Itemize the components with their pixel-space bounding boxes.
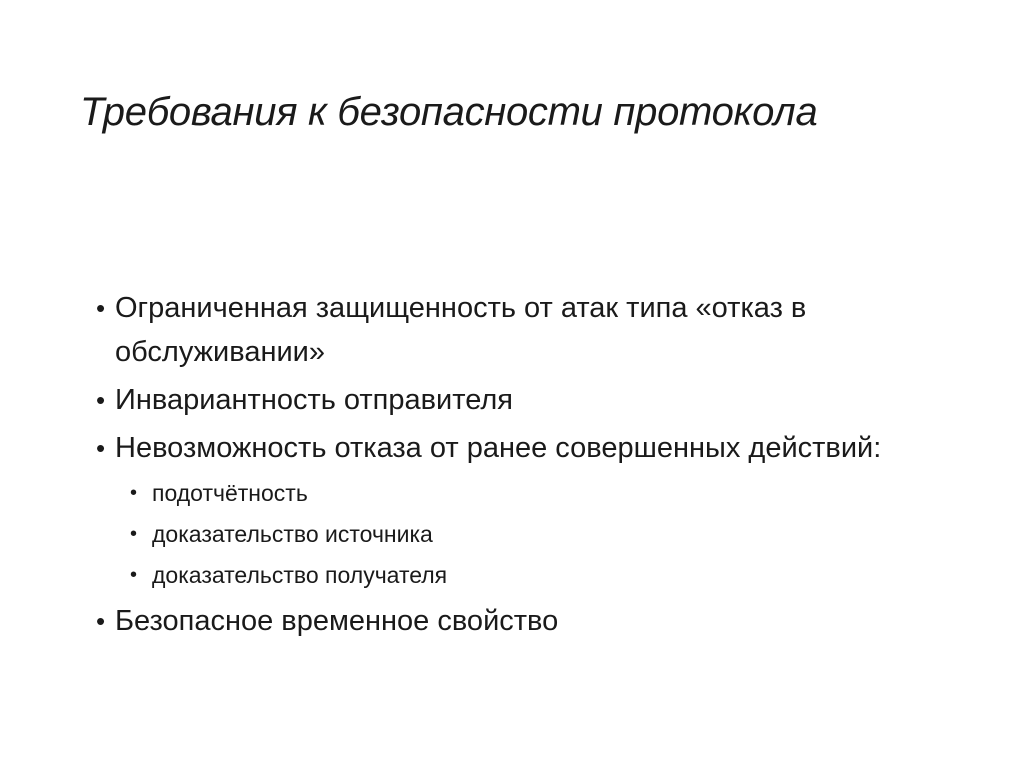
sub-bullet-item xyxy=(130,558,946,592)
bullet-text: Безопасное временное свойство xyxy=(115,605,559,637)
sub-bullet-icon: • xyxy=(130,523,138,545)
sub-bullet-icon: • xyxy=(130,564,138,586)
slide-title: Требования к безопасности протокола xyxy=(80,90,818,134)
sub-bullet-list xyxy=(115,476,946,592)
sub-bullet-text: доказательство источника xyxy=(152,521,433,547)
bullet-icon: • xyxy=(96,606,106,636)
bullet-item xyxy=(96,286,946,374)
bullet-item xyxy=(96,426,946,592)
bullet-icon: • xyxy=(96,385,106,415)
bullet-text: Инвариантность отправителя xyxy=(115,384,513,416)
bullet-text: Невозможность отказа от ранее совершенных действий: xyxy=(115,432,882,464)
sub-bullet-text: доказательство получателя xyxy=(152,562,448,588)
sub-bullet-item xyxy=(130,476,946,510)
sub-bullet-icon: • xyxy=(130,482,138,504)
bullet-item xyxy=(96,378,946,422)
bullet-text: Ограниченная защищенность от атак типа «отказ в обслуживании» xyxy=(115,292,807,368)
sub-bullet-item xyxy=(130,517,946,551)
bullet-icon: • xyxy=(96,293,106,323)
sub-bullet-text: подотчётность xyxy=(152,480,308,506)
bullet-icon: • xyxy=(96,433,106,463)
bullet-list xyxy=(96,286,946,647)
bullet-item xyxy=(96,599,946,643)
